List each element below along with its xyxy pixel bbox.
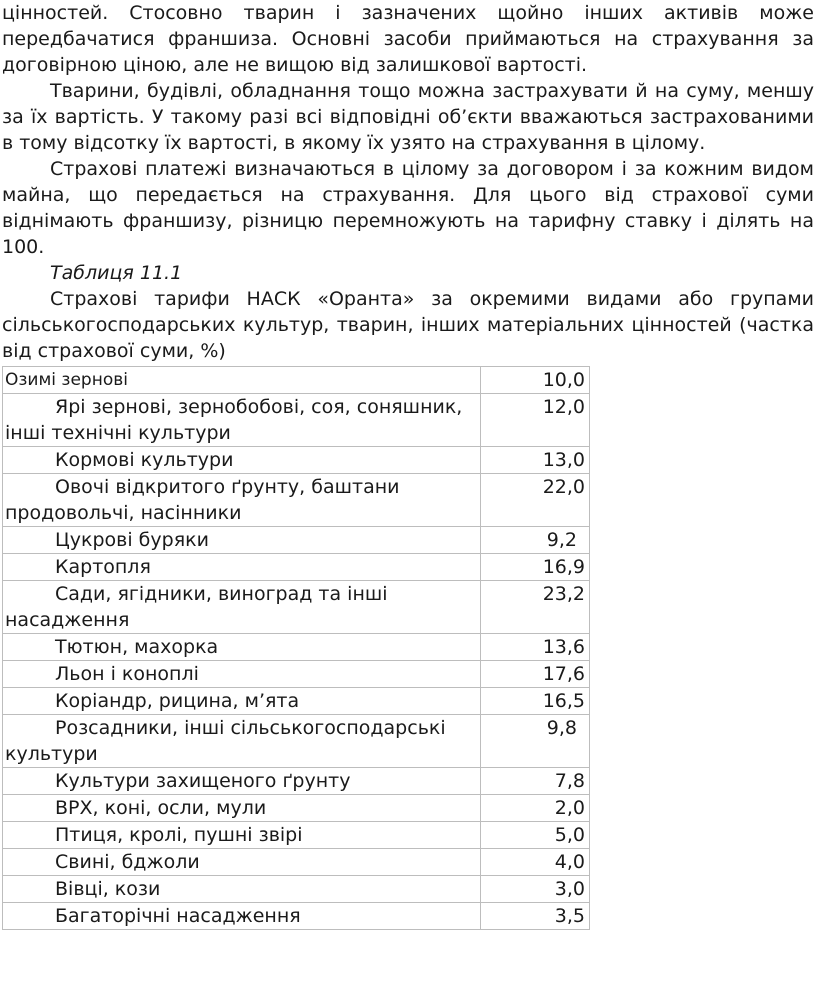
row-name: Коріандр, рицина, м’ята xyxy=(3,688,481,715)
paragraph-3: Страхові платежі визначаються в цілому за договором і за кожним видом майна, що передається на страхування. Для цього від страхової суми віднімають франшизу, різницю перемножують на тарифну ставку і ділять на 100. xyxy=(2,158,814,258)
paragraph-2: Тварини, будівлі, обладнання тощо можна застрахувати й на суму, меншу за їх вартість. У такому разі всі відповідні об’єкти вважаються застрахованими в тому відсотку їх вартості, в якому їх узято на страхування в цілому. xyxy=(2,80,814,154)
table-row xyxy=(3,474,590,527)
row-name: Овочі відкритого ґрунту, баштани продовольчі, насінники xyxy=(3,474,481,527)
row-value: 16,9 xyxy=(480,554,589,581)
table-row xyxy=(3,849,590,876)
table-row xyxy=(3,876,590,903)
row-name: Культури захищеного ґрунту xyxy=(3,768,481,795)
row-value: 9,2 xyxy=(480,527,589,554)
tariffs-table xyxy=(2,366,590,930)
row-name: Кормові культури xyxy=(3,447,481,474)
row-value: 5,0 xyxy=(480,822,589,849)
paragraph-1: цінностей. Стосовно тварин і зазначених щойно інших активів може передбачатися франшиза. Основні засоби приймаються на страхування за договірною ціною, але не вищою від залишкової вартості. xyxy=(2,2,814,76)
row-name: Багаторічні насадження xyxy=(3,903,481,930)
table-row xyxy=(3,903,590,930)
row-value: 13,0 xyxy=(480,447,589,474)
row-name: Вівці, кози xyxy=(3,876,481,903)
row-value: 22,0 xyxy=(480,474,589,527)
row-value: 13,6 xyxy=(480,634,589,661)
table-row xyxy=(3,768,590,795)
row-name: ВРХ, коні, осли, мули xyxy=(3,795,481,822)
table-row xyxy=(3,634,590,661)
row-name: Ярі зернові, зернобобові, соя, соняшник, інші технічні культури xyxy=(3,394,481,447)
row-value: 10,0 xyxy=(480,367,589,394)
row-name: Тютюн, махорка xyxy=(3,634,481,661)
row-name: Льон і коноплі xyxy=(3,661,481,688)
row-value: 9,8 xyxy=(480,715,589,768)
row-name: Розсадники, інші сільськогосподарські культури xyxy=(3,715,481,768)
row-value: 3,5 xyxy=(480,903,589,930)
table-title: Страхові тарифи НАСК «Оранта» за окремими видами або групами сільськогосподарських культур, тварин, інших матеріальних цінностей (частка від страхової суми, %) xyxy=(2,288,814,362)
table-row xyxy=(3,688,590,715)
table-row xyxy=(3,527,590,554)
table-row xyxy=(3,661,590,688)
row-name: Картопля xyxy=(3,554,481,581)
row-value: 16,5 xyxy=(480,688,589,715)
row-value: 12,0 xyxy=(480,394,589,447)
row-value: 17,6 xyxy=(480,661,589,688)
table-row xyxy=(3,581,590,634)
row-value: 2,0 xyxy=(480,795,589,822)
row-name: Озимі зернові xyxy=(3,367,481,394)
row-value: 4,0 xyxy=(480,849,589,876)
row-name: Птиця, кролі, пушні звірі xyxy=(3,822,481,849)
table-row xyxy=(3,715,590,768)
row-name: Цукрові буряки xyxy=(3,527,481,554)
table-row xyxy=(3,367,590,394)
table-caption: Таблиця 11.1 xyxy=(50,262,183,284)
row-value: 7,8 xyxy=(480,768,589,795)
row-name: Сади, ягідники, виноград та інші насадження xyxy=(3,581,481,634)
row-value: 3,0 xyxy=(480,876,589,903)
table-row xyxy=(3,822,590,849)
table-row xyxy=(3,394,590,447)
table-row xyxy=(3,795,590,822)
row-name: Свині, бджоли xyxy=(3,849,481,876)
row-value: 23,2 xyxy=(480,581,589,634)
table-row xyxy=(3,554,590,581)
table-row xyxy=(3,447,590,474)
